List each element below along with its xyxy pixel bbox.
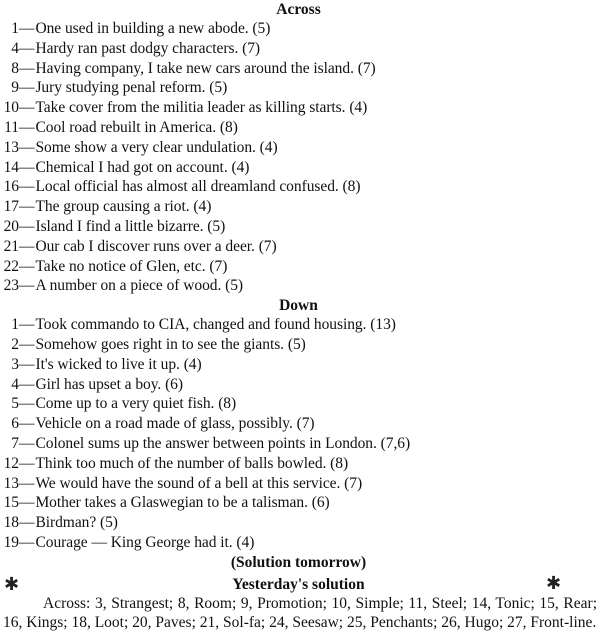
clue-number: 9: [11, 79, 19, 97]
clue-dash: —: [19, 277, 35, 295]
down-heading: Down: [279, 297, 318, 315]
clue-text: Take no notice of Glen, etc. (7): [35, 257, 228, 275]
clue-text: It's wicked to live it up. (4): [35, 355, 202, 373]
clue-number: 17: [3, 198, 19, 216]
clue-text: Vehicle on a road made of glass, possibly. (7): [35, 415, 315, 433]
clue-number: 14: [3, 158, 19, 176]
clue-number: 23: [3, 277, 19, 295]
clue-text: A number on a piece of wood. (5): [35, 277, 244, 295]
down-clue: [3, 315, 594, 335]
across-clue: [3, 78, 594, 98]
clue-text: Think too much of the number of balls bowled. (8): [35, 454, 349, 472]
clue-text: Some show a very clear undulation. (4): [35, 138, 278, 156]
yesterday-solution-title: Yesterday's solution: [232, 575, 365, 593]
clue-number: 19: [3, 533, 19, 551]
clue-dash: —: [19, 39, 35, 57]
clue-text: Birdman? (5): [35, 514, 118, 532]
clue-text: Take cover from the militia leader as killing starts. (4): [35, 99, 368, 117]
clue-dash: —: [19, 415, 35, 433]
clue-number: 4: [11, 375, 19, 393]
across-clue: [3, 19, 594, 39]
clue-text: Courage — King George had it. (4): [35, 533, 255, 551]
across-clue: [3, 98, 594, 118]
clue-number: 2: [11, 335, 19, 353]
clue-dash: —: [19, 533, 35, 551]
clue-number: 1: [11, 20, 19, 37]
clue-dash: —: [19, 20, 35, 37]
across-clue: [3, 138, 594, 158]
clue-dash: —: [19, 217, 35, 235]
clue-dash: —: [19, 59, 35, 77]
across-clue-list: [3, 19, 594, 296]
across-clue: [3, 217, 594, 237]
clue-dash: —: [19, 178, 35, 196]
clue-text: Chemical I had got on account. (4): [35, 158, 250, 176]
clue-dash: —: [19, 395, 35, 413]
clue-number: 18: [3, 514, 19, 532]
clue-number: 3: [11, 355, 19, 373]
across-heading: Across: [276, 1, 321, 18]
across-clue: [3, 237, 594, 257]
clue-dash: —: [19, 118, 35, 136]
clue-text: Having company, I take new cars around the island. (7): [35, 59, 376, 77]
yesterday-solution-text: Across: 3, Strangest; 8, Room; 9, Promotion; 10, Simple; 11, Steel; 14, Tonic; 15, Rear; 16, Kings; 18, Loot; 20, Paves; 21, Sol-fa; 24, Seesaw; 25, Penchants; 26, Hugo; 27, Front-line.: [3, 594, 597, 632]
clue-text: Island I find a little bizarre. (5): [35, 217, 226, 235]
clue-text: Local official has almost all dreamland confused. (8): [35, 178, 361, 196]
clue-number: 10: [3, 99, 19, 117]
clue-number: 4: [11, 39, 19, 57]
solution-tomorrow-note: (Solution tomorrow): [230, 553, 367, 571]
clue-number: 20: [3, 217, 19, 235]
down-clue: [3, 335, 594, 355]
down-clue: [3, 474, 594, 494]
clue-dash: —: [19, 99, 35, 117]
clue-number: 5: [11, 395, 19, 413]
down-clue: [3, 533, 594, 553]
clue-dash: —: [19, 198, 35, 216]
across-clue: [3, 59, 594, 79]
across-clue: [3, 158, 594, 178]
clue-dash: —: [19, 434, 35, 452]
down-clue: [3, 454, 594, 474]
clue-text: We would have the sound of a bell at this service. (7): [35, 474, 363, 492]
down-clue: [3, 355, 594, 375]
clue-text: Hardy ran past dodgy characters. (7): [35, 39, 261, 57]
clue-dash: —: [19, 494, 35, 512]
down-clue: [3, 513, 594, 533]
clue-dash: —: [19, 316, 35, 334]
down-clue: [3, 434, 594, 454]
down-clue: [3, 414, 594, 434]
ink-smudge-icon: ✱: [4, 574, 20, 595]
clue-number: 22: [3, 257, 19, 275]
clue-number: 6: [11, 415, 19, 433]
clue-text: Girl has upset a boy. (6): [35, 375, 183, 393]
clue-text: Come up to a very quiet fish. (8): [35, 395, 237, 413]
clue-dash: —: [19, 257, 35, 275]
down-clue-list: [3, 315, 594, 553]
clue-dash: —: [19, 79, 35, 97]
across-clue: [3, 177, 594, 197]
clue-dash: —: [19, 237, 35, 255]
clue-number: 16: [3, 178, 19, 196]
clue-text: Jury studying penal reform. (5): [35, 79, 228, 97]
clue-text: Somehow goes right in to see the giants. (5): [35, 335, 306, 353]
across-clue: [3, 118, 594, 138]
clue-number: 15: [3, 494, 19, 512]
clue-dash: —: [19, 514, 35, 532]
clue-dash: —: [19, 335, 35, 353]
down-clue: [3, 394, 594, 414]
clue-text: Took commando to CIA, changed and found housing. (13): [35, 316, 396, 334]
clue-number: 12: [3, 454, 19, 472]
across-clue: [3, 276, 594, 296]
down-clue: [3, 375, 594, 395]
across-clue: [3, 197, 594, 217]
across-clue: [3, 257, 594, 277]
clue-text: Cool road rebuilt in America. (8): [35, 118, 238, 136]
clue-dash: —: [19, 454, 35, 472]
down-clue: [3, 493, 594, 513]
clue-dash: —: [19, 138, 35, 156]
clue-number: 13: [3, 138, 19, 156]
clue-dash: —: [19, 355, 35, 373]
clue-dash: —: [19, 474, 35, 492]
clue-number: 13: [3, 474, 19, 492]
clue-number: 8: [11, 59, 19, 77]
clue-text: The group causing a riot. (4): [35, 198, 212, 216]
clue-dash: —: [19, 158, 35, 176]
clue-number: 1: [11, 316, 19, 334]
clue-text: Colonel sums up the answer between points in London. (7,6): [35, 434, 411, 452]
ink-smudge-icon: ✱: [546, 573, 562, 594]
clue-text: Mother takes a Glaswegian to be a talisman. (6): [35, 494, 330, 512]
clue-dash: —: [19, 375, 35, 393]
clue-text: One used in building a new abode. (5): [35, 20, 271, 37]
clue-number: 11: [4, 118, 19, 136]
across-clue: [3, 39, 594, 59]
clue-text: Our cab I discover runs over a deer. (7): [35, 237, 277, 255]
clue-number: 21: [3, 237, 19, 255]
clue-number: 7: [11, 434, 19, 452]
